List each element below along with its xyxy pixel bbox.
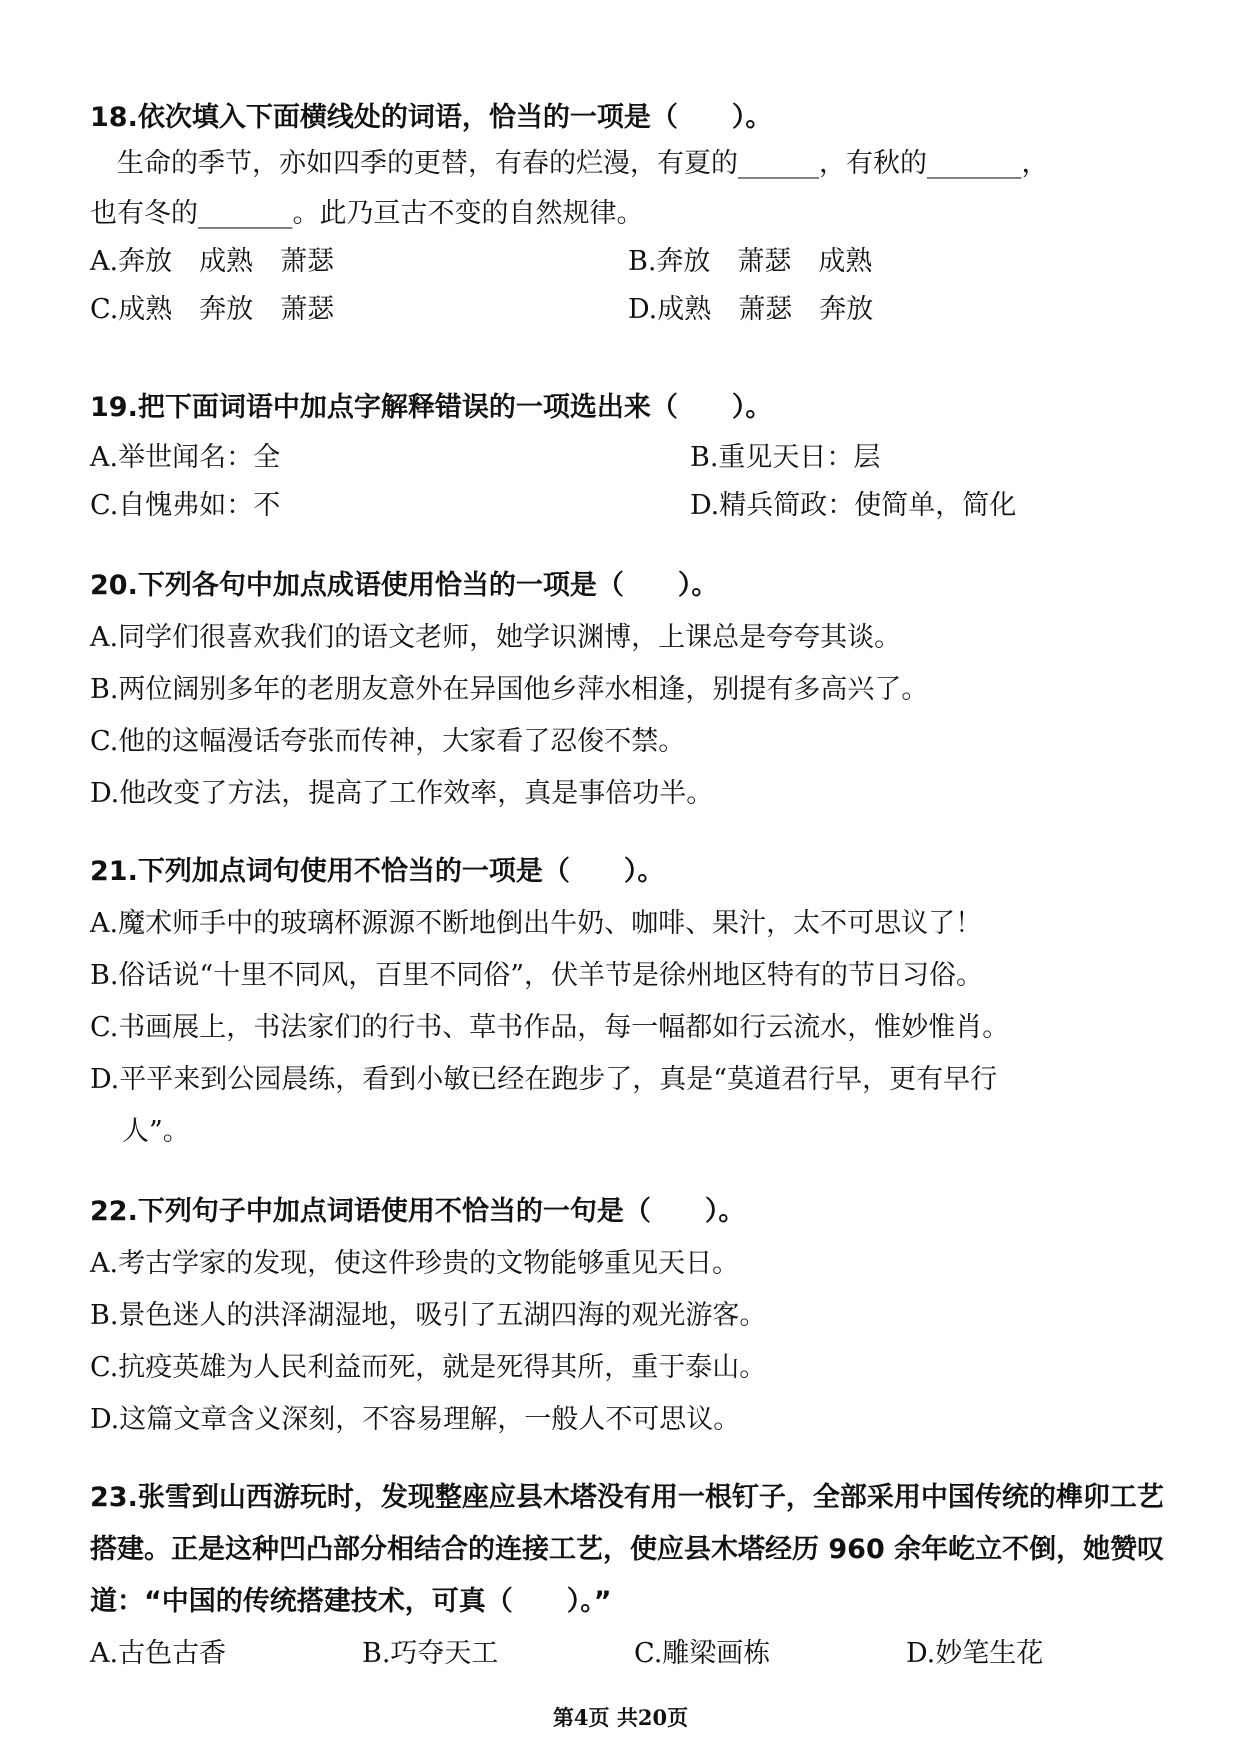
question-21-option-a: A.魔术师手中的玻璃杯源源不断地倒出牛奶、咖啡、果汁，太不可思议了！ (90, 908, 983, 939)
question-21-option-c: C.书画展上，书法家们的行书、草书作品，每一幅都如行云流水，惟妙惟肖。 (90, 1012, 1010, 1043)
question-20-stem: 20.下列各句中加点成语使用恰当的一项是（ ）。 (90, 570, 719, 601)
question-22-option-b: B.景色迷人的洪泽湖湿地，吸引了五湖四海的观光游客。 (90, 1300, 767, 1331)
question-18-option-b: B.奔放 萧瑟 成熟 (628, 246, 873, 277)
question-19-option-b: B.重见天日：层 (690, 442, 881, 473)
question-20-option-a: A.同学们很喜欢我们的语文老师，她学识渊博，上课总是夸夸其谈。 (90, 622, 902, 653)
question-23-option-b: B.巧夺天工 (362, 1638, 499, 1669)
question-18-passage-line-2: 也有冬的_______。此乃亘古不变的自然规律。 (90, 198, 644, 229)
question-19-option-d: D.精兵简政：使简单，简化 (690, 490, 1017, 521)
question-21-option-b: B.俗话说“十里不同风，百里不同俗”，伏羊节是徐州地区特有的节日习俗。 (90, 960, 984, 991)
question-22-option-c: C.抗疫英雄为人民利益而死，就是死得其所，重于泰山。 (90, 1352, 767, 1383)
question-18-passage-line-1: 生命的季节，亦如四季的更替，有春的烂漫，有夏的______，有秋的_______， (90, 148, 1049, 179)
question-23-option-d: D.妙笔生花 (906, 1638, 1044, 1669)
question-20-option-b: B.两位阔别多年的老朋友意外在异国他乡萍水相逢，别提有多高兴了。 (90, 674, 929, 705)
question-18-option-a: A.奔放 成熟 萧瑟 (90, 246, 335, 277)
question-23-option-c: C.雕梁画栋 (634, 1638, 771, 1669)
question-19-stem: 19.把下面词语中加点字解释错误的一项选出来（ ）。 (90, 392, 773, 423)
question-22-stem: 22.下列句子中加点词语使用不恰当的一句是（ ）。 (90, 1196, 746, 1227)
question-18-option-c: C.成熟 奔放 萧瑟 (90, 294, 335, 325)
question-23-stem: 23.张雪到山西游玩时，发现整座应县木塔没有用一根钉子，全部采用中国传统的榫卯工艺搭建。正是这种凹凸部分相结合的连接工艺，使应县木塔经历 960 余年屹立不倒，她赞叹道：“中国的传统搭建技术，可真（ ）。” (90, 1482, 1165, 1617)
question-22-option-d: D.这篇文章含义深刻，不容易理解，一般人不可思议。 (90, 1404, 741, 1435)
question-22-option-a: A.考古学家的发现，使这件珍贵的文物能够重见天日。 (90, 1248, 740, 1279)
question-18-option-d: D.成熟 萧瑟 奔放 (628, 294, 874, 325)
question-20-option-d: D.他改变了方法，提高了工作效率，真是事倍功半。 (90, 778, 714, 809)
question-20-option-c: C.他的这幅漫话夸张而传神，大家看了忍俊不禁。 (90, 726, 686, 757)
question-19-option-c: C.自愧弗如：不 (90, 490, 281, 521)
question-21-stem: 21.下列加点词句使用不恰当的一项是（ ）。 (90, 856, 665, 887)
page-number-footer: 第4页 共20页 (552, 1705, 689, 1730)
question-19-option-a: A.举世闻名：全 (90, 442, 281, 473)
question-18-stem: 18.依次填入下面横线处的词语，恰当的一项是（ ）。 (90, 102, 773, 133)
question-21-option-d: D.平平来到公园晨练，看到小敏已经在跑步了，真是“莫道君行早，更有早行 (90, 1064, 998, 1095)
question-23-option-a: A.古色古香 (90, 1638, 227, 1669)
question-21-option-d-continued: 人”。 (122, 1116, 190, 1147)
